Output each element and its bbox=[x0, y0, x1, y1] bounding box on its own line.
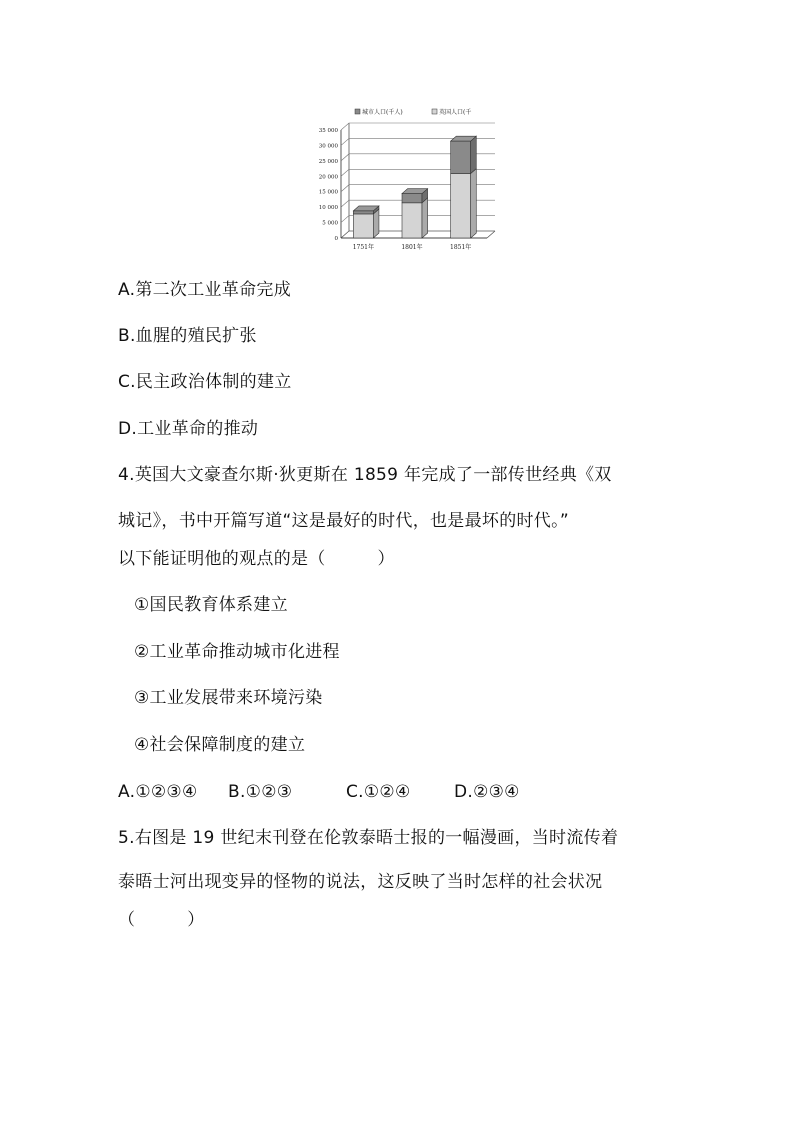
answer-c: C.①②④ bbox=[346, 782, 411, 802]
population-bar-chart bbox=[305, 100, 505, 260]
option-c: C.民主政治体制的建立 bbox=[118, 372, 292, 392]
chart-y-tick-label: 5 000 bbox=[322, 220, 338, 227]
chart-y-tick-label: 15 000 bbox=[318, 189, 338, 196]
bar-segment-front bbox=[353, 214, 373, 238]
statement-4: ④社会保障制度的建立 bbox=[134, 735, 306, 755]
bar-segment-side bbox=[471, 169, 477, 238]
statement-1: ①国民教育体系建立 bbox=[134, 595, 288, 615]
question-5-line-2: 泰晤士河出现变异的怪物的说法，这反映了当时怎样的社会状况 bbox=[118, 872, 603, 892]
bar-segment-side bbox=[422, 198, 428, 238]
bar-segment-front bbox=[353, 211, 373, 214]
population-chart bbox=[305, 100, 505, 260]
question-4-line-3: 以下能证明他的观点的是（ ） bbox=[118, 549, 395, 569]
chart-x-tick-label: 1851年 bbox=[450, 244, 472, 251]
chart-y-tick-label: 30 000 bbox=[318, 143, 338, 150]
answer-b: B.①②③ bbox=[228, 782, 293, 802]
question-4-answers bbox=[118, 780, 520, 804]
statement-3: ③工业发展带来环境污染 bbox=[134, 688, 323, 708]
legend-swatch bbox=[432, 109, 437, 114]
chart-gridline bbox=[341, 123, 495, 130]
statement-2: ②工业革命推动城市化进程 bbox=[134, 642, 340, 662]
chart-x-tick-label: 1751年 bbox=[352, 244, 374, 251]
chart-y-tick-label: 35 000 bbox=[318, 128, 338, 134]
question-5-line-1: 5.右图是 19 世纪末刊登在伦敦泰晤士报的一幅漫画，当时流传着 bbox=[118, 828, 619, 848]
legend-label: 城市人口(千人) bbox=[362, 109, 403, 116]
chart-y-tick-label: 25 000 bbox=[318, 158, 338, 165]
option-b: B.血腥的殖民扩张 bbox=[118, 326, 257, 346]
question-4-line-1: 4.英国大文豪查尔斯·狄更斯在 1859 年完成了一部传世经典《双 bbox=[118, 465, 612, 485]
option-a: A.第二次工业革命完成 bbox=[118, 280, 292, 300]
chart-y-tick-label: 10 000 bbox=[318, 205, 338, 212]
bar-segment-front bbox=[402, 194, 422, 203]
bar-segment-front bbox=[402, 203, 422, 238]
chart-y-tick-label: 20 000 bbox=[318, 174, 338, 181]
chart-x-tick-label: 1801年 bbox=[401, 244, 423, 251]
question-4-line-2: 城记》，书中开篇写道“这是最好的时代，也是最坏的时代。” bbox=[118, 511, 570, 531]
answer-a: A.①②③④ bbox=[118, 782, 198, 802]
question-5-line-3: （ ） bbox=[118, 910, 205, 930]
bar-segment-side bbox=[471, 136, 477, 173]
option-d: D.工业革命的推动 bbox=[118, 419, 259, 439]
answer-d: D.②③④ bbox=[454, 782, 520, 802]
chart-y-tick-label: 0 bbox=[334, 236, 338, 242]
legend-label: 英国人口(千 bbox=[439, 109, 472, 116]
bar-segment-front bbox=[451, 174, 471, 238]
bar-segment-front bbox=[451, 141, 471, 173]
legend-swatch bbox=[355, 109, 360, 114]
